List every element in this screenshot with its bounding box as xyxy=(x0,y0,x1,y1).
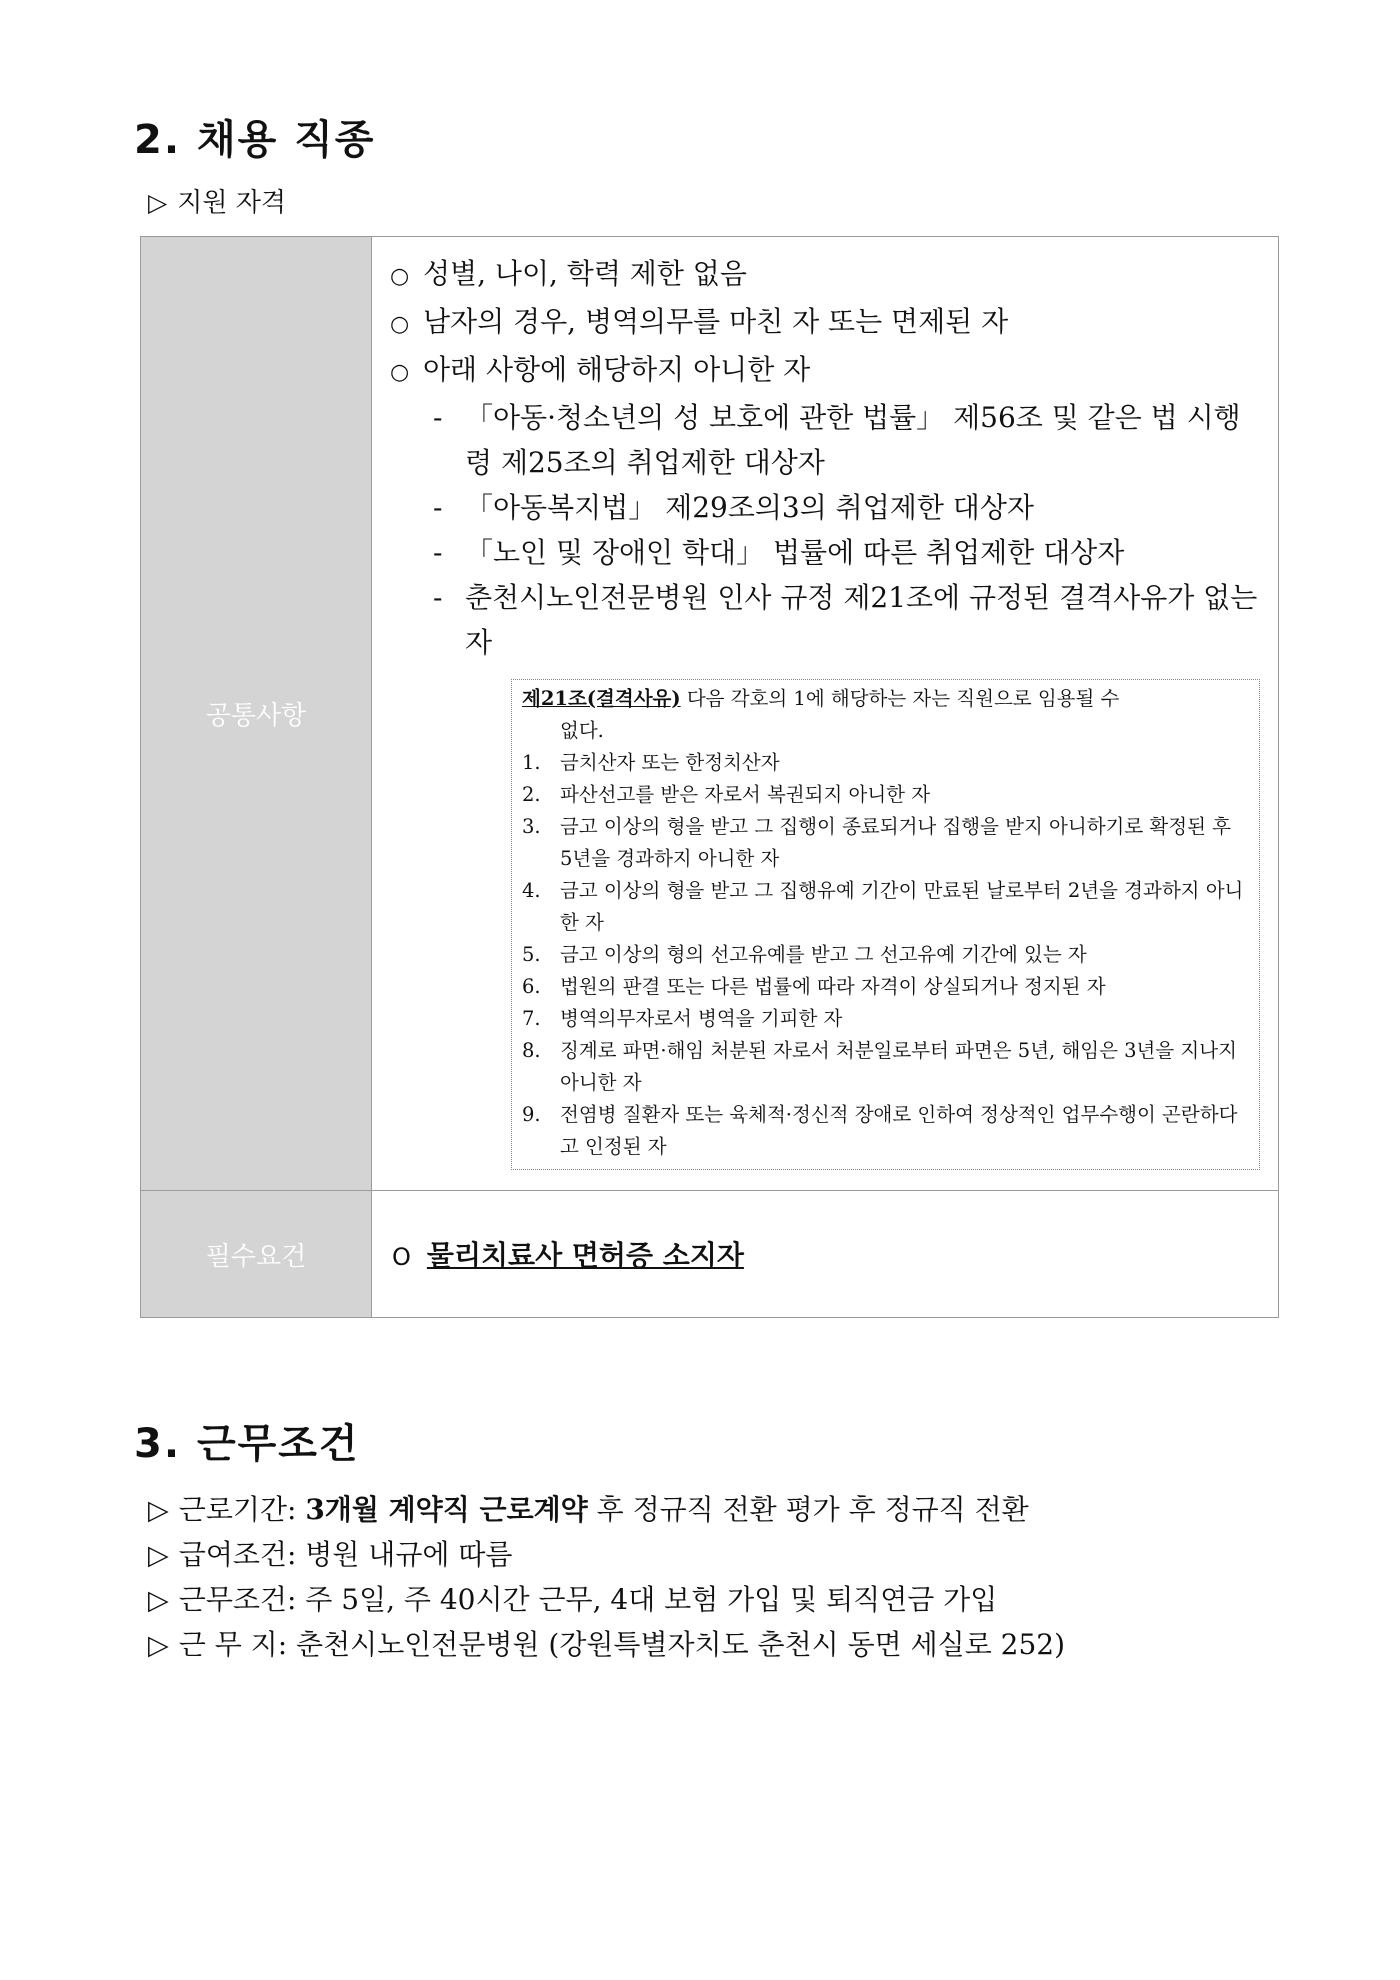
exclusion-item: - 「아동·청소년의 성 보호에 관한 법률」 제56조 및 같은 법 시행령 제25조의 취업제한 대상자 xyxy=(433,401,1241,479)
common-content xyxy=(372,237,1279,1191)
circle-icon: ○ xyxy=(390,264,410,289)
section-3-title: 3. 근무조건 xyxy=(134,1421,360,1467)
article-heading: 제21조(결격사유) 다음 각호의 1에 해당하는 자는 직원으로 임용될 수 xyxy=(522,687,1120,710)
article-item: 7. 병역의무자로서 병역을 기피한 자 xyxy=(522,1007,843,1030)
article-21-box xyxy=(511,679,1260,1170)
triangle-bullet-icon: ▷ xyxy=(148,1495,169,1526)
essential-content xyxy=(372,1191,1279,1318)
article-item: 1. 금치산자 또는 한정치산자 xyxy=(522,751,780,774)
essential-row xyxy=(141,1191,1279,1318)
exclusion-item: - 「아동복지법」 제29조의3의 취업제한 대상자 xyxy=(433,491,1034,524)
triangle-bullet-icon: ▷ xyxy=(148,1585,169,1616)
condition-item: ▷ 근 무 지: 춘천시노인전문병원 (강원특별자치도 춘천시 동면 세실로 252) xyxy=(148,1628,1066,1661)
section-2-title: 2. 채용 직종 xyxy=(134,117,376,163)
common-bullet: ○ 남자의 경우, 병역의무를 마친 자 또는 면제된 자 xyxy=(390,299,1264,347)
article-title: 제21조(결격사유) xyxy=(522,687,681,710)
circle-icon: O xyxy=(392,1243,411,1271)
article-item: 9. 전염병 질환자 또는 육체적·정신적 장애로 인하여 정상적인 업무수행이 곤란하다고 인정된 자 xyxy=(522,1103,1238,1158)
article-item: 8. 징계로 파면·해임 처분된 자로서 처분일로부터 파면은 5년, 해임은 3년을 지나지 아니한 자 xyxy=(522,1039,1237,1094)
article-item: 4. 금고 이상의 형을 받고 그 집행유예 기간이 만료된 날로부터 2년을 경과하지 아니한 자 xyxy=(522,879,1244,934)
common-bullet: ○ 성별, 나이, 학력 제한 없음 xyxy=(390,251,1264,299)
exclusion-item: - 춘천시노인전문병원 인사 규정 제21조에 규정된 결격사유가 없는 자 xyxy=(433,581,1258,659)
article-item: 6. 법원의 판결 또는 다른 법률에 따라 자격이 상실되거나 정지된 자 xyxy=(522,975,1106,998)
circle-icon: ○ xyxy=(390,360,410,385)
article-item: 5. 금고 이상의 형의 선고유예를 받고 그 선고유예 기간에 있는 자 xyxy=(522,943,1087,966)
requirements-table xyxy=(140,236,1279,1318)
condition-item: ▷ 급여조건: 병원 내규에 따름 xyxy=(148,1538,513,1571)
article-item: 3. 금고 이상의 형을 받고 그 집행이 종료되거나 집행을 받지 아니하기로 확정된 후 5년을 경과하지 아니한 자 xyxy=(522,815,1231,870)
condition-item: ▷ 근무조건: 주 5일, 주 40시간 근무, 4대 보험 가입 및 퇴직연금 가입 xyxy=(148,1583,998,1616)
essential-value: 물리치료사 면허증 소지자 xyxy=(426,1239,744,1272)
article-intro-cont: 없다. xyxy=(560,719,604,742)
condition-item: ▷ 근로기간: 3개월 계약직 근로계약 후 정규직 전환 평가 후 정규직 전환 xyxy=(148,1493,1029,1526)
subheading-text: 지원 자격 xyxy=(177,188,286,218)
common-row xyxy=(141,237,1279,1191)
common-bullet: ○ 아래 사항에 해당하지 아니한 자 xyxy=(390,347,1264,395)
triangle-bullet-icon: ▷ xyxy=(148,1630,169,1661)
condition-emphasis: 3개월 계약직 근로계약 xyxy=(305,1493,588,1526)
triangle-bullet-icon: ▷ xyxy=(148,1540,169,1571)
eligibility-subheading xyxy=(148,182,286,219)
exclusion-item: - 「노인 및 장애인 학대」 법률에 따른 취업제한 대상자 xyxy=(433,536,1125,569)
essential-label: 필수요건 xyxy=(141,1191,372,1318)
triangle-bullet-icon: ▷ xyxy=(148,188,168,217)
circle-icon: ○ xyxy=(390,312,410,337)
common-label: 공통사항 xyxy=(141,237,372,1191)
article-item: 2. 파산선고를 받은 자로서 복권되지 아니한 자 xyxy=(522,783,931,806)
